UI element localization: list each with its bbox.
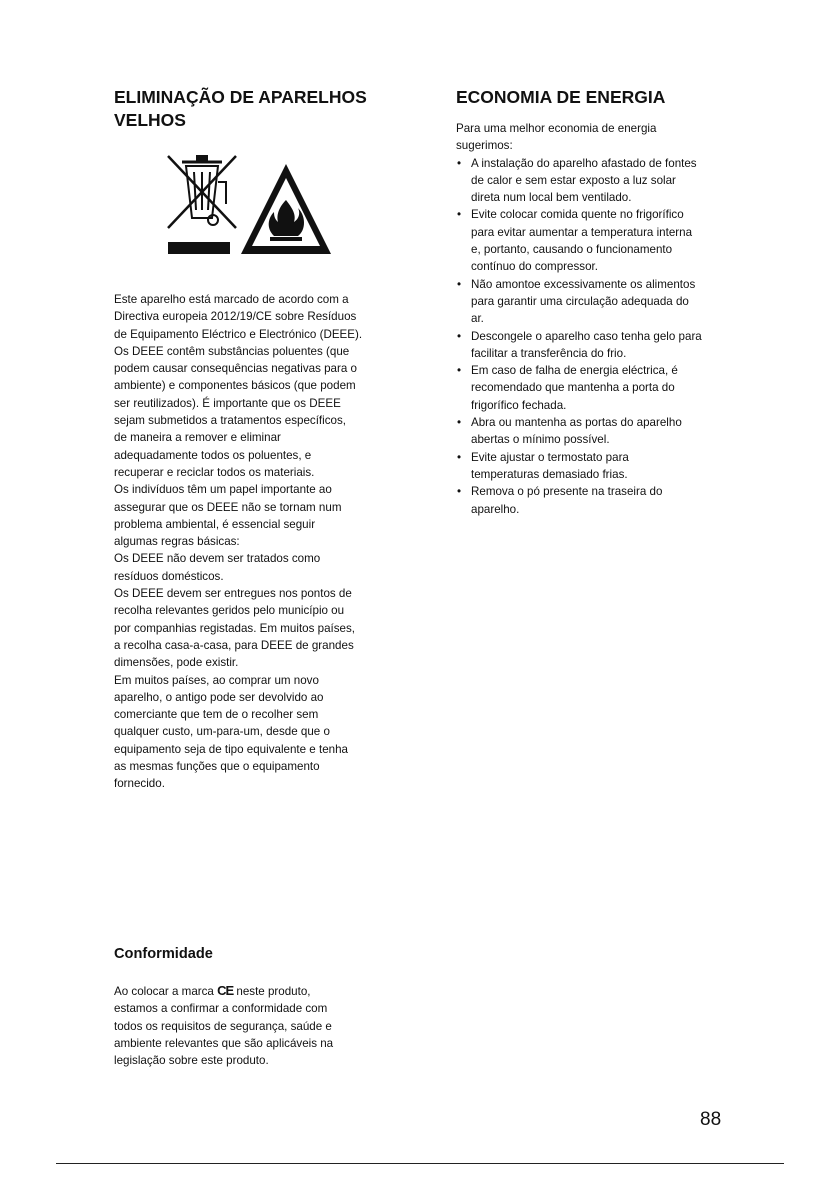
list-item: • Descongele o aparelho caso tenha gelo para facilitar a transferência do frio. <box>456 328 728 363</box>
text-line: assegurar que os DEEE não se tornam num <box>114 500 342 514</box>
text-line: as mesmas funções que o equipamento <box>114 760 320 774</box>
text-line: ambiente relevantes que são aplicáveis na <box>114 1036 334 1050</box>
text-line: adequadamente todos os poluentes, e <box>114 448 312 462</box>
flammable-warning-triangle-icon <box>238 160 334 258</box>
text-line: todos os requisitos de segurança, saúde e <box>114 1019 332 1033</box>
text-line: fornecido. <box>114 777 165 791</box>
text-line: Os DEEE contêm substâncias poluentes (que <box>114 344 350 358</box>
list-item: • Não amontoe excessivamente os alimentos para garantir uma circulação adequada do ar. <box>456 276 728 328</box>
energy-tips-list <box>456 155 728 518</box>
disposal-body <box>114 291 390 793</box>
disposal-symbols <box>114 152 390 277</box>
text-line: Em muitos países, ao comprar um novo <box>114 673 319 687</box>
energy-intro <box>456 120 728 155</box>
text-line: legislação sobre este produto. <box>114 1054 269 1068</box>
text-line: Os indivíduos têm um papel importante ao <box>114 483 332 497</box>
energy-heading: ECONOMIA DE ENERGIA <box>456 87 666 107</box>
text-line: recolha relevantes geridos pelo município ou <box>114 604 345 618</box>
text-line: Os DEEE devem ser entregues nos pontos de <box>114 587 352 601</box>
text-line: ser reutilizados). É importante que os DEEE <box>114 396 341 410</box>
text-line: comerciante que tem de o recolher sem <box>114 708 319 722</box>
list-item: • Remova o pó presente na traseira do aparelho. <box>456 483 728 518</box>
list-item: • Em caso de falha de energia eléctrica, é recomendado que mantenha a porta do frigorífico fechada. <box>456 362 728 414</box>
text-line: estamos a confirmar a conformidade com <box>114 1002 328 1016</box>
page-number: 88 <box>700 1109 722 1130</box>
conformity-heading: Conformidade <box>114 946 213 962</box>
text-line: Ao colocar a marca CE neste produto, <box>114 983 311 998</box>
text-line: Os DEEE não devem ser tratados como <box>114 552 321 566</box>
crossed-out-wheeled-bin-icon <box>164 152 240 258</box>
text-line: sugerimos: <box>456 139 513 153</box>
text-line: aparelho, o antigo pode ser devolvido ao <box>114 690 324 704</box>
list-item: • Abra ou mantenha as portas do aparelho abertas o mínimo possível. <box>456 414 728 449</box>
list-item: • A instalação do aparelho afastado de fontes de calor e sem estar exposto a luz solar direta num local bem ventilado. <box>456 155 728 207</box>
ce-mark-icon: CE <box>217 983 234 998</box>
disposal-heading: ELIMINAÇÃO DE APARELHOS VELHOS <box>114 87 367 130</box>
text-line: sejam submetidos a tratamentos específicos, <box>114 414 346 428</box>
text-line: Para uma melhor economia de energia <box>456 122 657 135</box>
text-line: de Equipamento Eléctrico e Electrónico (DEEE). <box>114 327 363 341</box>
text-line: a recolha casa-a-casa, para DEEE de grandes <box>114 638 354 652</box>
text-line: qualquer custo, um-para-um, desde que o <box>114 725 330 739</box>
text-line: ambiente) e componentes básicos (que podem <box>114 379 356 393</box>
footer-divider <box>56 1163 784 1164</box>
conformity-body <box>114 982 390 1069</box>
list-item: • Evite colocar comida quente no frigorífico para evitar aumentar a temperatura interna e, portanto, causando o funcionamento contínuo do compressor. <box>456 206 728 275</box>
energy-saving-section <box>456 86 728 518</box>
text-line: de maneira a remover e eliminar <box>114 431 281 445</box>
text-line: resíduos domésticos. <box>114 569 224 583</box>
text-line: por companhias registadas. Em muitos países, <box>114 621 356 635</box>
text-line: dimensões, pode existir. <box>114 656 239 670</box>
text-line: podem causar consequências negativas para o <box>114 362 357 376</box>
text-line: algumas regras básicas: <box>114 535 240 549</box>
text-line: Directiva europeia 2012/19/CE sobre Resíduos <box>114 310 357 324</box>
text-line: recuperar e reciclar todos os materiais. <box>114 465 315 479</box>
conformity-section <box>114 944 390 1069</box>
text-line: problema ambiental, é essencial seguir <box>114 517 316 531</box>
text-line: equipamento seja de tipo equivalente e tenha <box>114 742 348 756</box>
disposal-section <box>114 86 390 793</box>
text-line: Este aparelho está marcado de acordo com a <box>114 293 349 306</box>
list-item: • Evite ajustar o termostato para temperaturas demasiado frias. <box>456 449 728 484</box>
